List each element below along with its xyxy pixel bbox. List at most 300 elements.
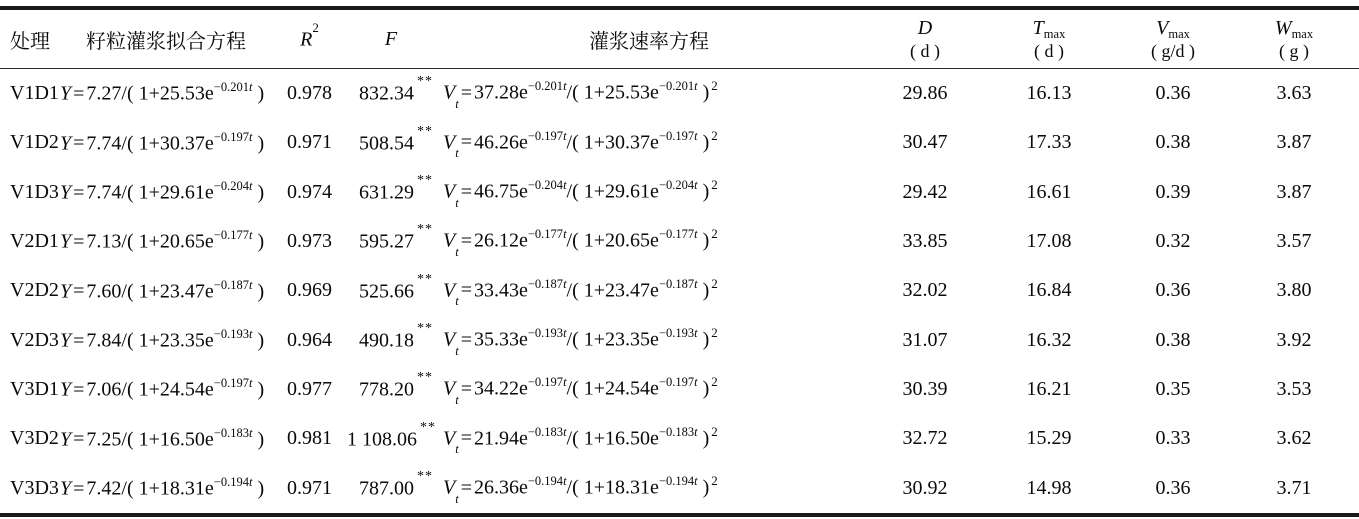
rate-exponent-k: −0.194	[658, 473, 695, 488]
r-squared-cell: 0.973	[287, 230, 332, 253]
t-symbol: t	[694, 128, 698, 143]
header-r-squared	[272, 20, 347, 52]
t-symbol: t	[694, 177, 698, 192]
fit-max-weight: 7.74	[86, 132, 122, 155]
fit-equation-cell	[60, 229, 272, 254]
f-value-cell	[347, 172, 435, 205]
fit-coefficient-b: 29.61	[159, 181, 205, 204]
equals-sign: =	[460, 81, 472, 104]
euler-e: e	[204, 378, 214, 401]
fraction-close: )	[252, 378, 265, 401]
wmax-cell: 3.87	[1276, 180, 1312, 203]
header-fit-equation: 籽粒灌浆拟合方程	[86, 30, 246, 53]
fit-max-weight: 7.84	[86, 329, 122, 352]
t-symbol: t	[694, 79, 698, 94]
t-symbol: t	[248, 376, 253, 391]
equals-sign: =	[73, 329, 85, 352]
equals-sign: =	[73, 428, 85, 451]
y-symbol: Y	[60, 329, 72, 352]
y-symbol: Y	[60, 428, 72, 451]
euler-e: e	[518, 377, 528, 400]
f-value-cell	[347, 123, 435, 156]
rate-exponent-k: −0.183	[527, 424, 564, 439]
t-symbol: t	[563, 276, 567, 291]
y-symbol: Y	[60, 378, 72, 401]
fit-coefficient-b: 30.37	[159, 132, 205, 155]
rate-coefficient-b: 23.47	[605, 279, 651, 302]
rate-coefficient-b: 25.53	[605, 81, 651, 104]
euler-e: e	[650, 427, 659, 450]
wmax-cell: 3.87	[1276, 131, 1312, 154]
treatment-cell: V1D3	[10, 180, 59, 203]
y-symbol: Y	[60, 477, 72, 500]
euler-e: e	[204, 428, 214, 451]
duration-cell: 30.39	[902, 378, 948, 401]
rate-coefficient-c: 35.33	[473, 328, 519, 351]
t-symbol: t	[694, 276, 698, 291]
equals-sign: =	[460, 279, 472, 302]
treatment-cell: V1D2	[10, 131, 59, 154]
rate-coefficient-c: 34.22	[473, 377, 519, 400]
fit-exponent-k: −0.201	[213, 80, 249, 95]
wmax-cell: 3.53	[1276, 378, 1312, 401]
euler-e: e	[204, 230, 214, 253]
fraction-open: /( 1+	[566, 328, 606, 351]
wmax-cell: 3.63	[1276, 82, 1312, 105]
wmax-symbol: W	[1274, 16, 1292, 39]
fraction-close: )	[697, 180, 710, 203]
wmax-cell: 3.92	[1276, 328, 1312, 351]
square-exponent: 2	[711, 226, 718, 242]
v-symbol: V	[443, 279, 456, 302]
rate-equation-cell	[435, 374, 863, 407]
fit-max-weight: 7.74	[86, 181, 122, 204]
wmax-cell: 3.57	[1276, 230, 1312, 253]
significance-asterisks: **	[420, 419, 436, 435]
tmax-cell: 16.84	[1026, 279, 1072, 302]
tmax-symbol: T	[1032, 16, 1044, 39]
rate-equation-cell	[435, 78, 863, 111]
square-exponent: 2	[711, 78, 718, 94]
fraction-close: )	[697, 476, 710, 499]
fraction-close: )	[697, 427, 710, 450]
r-squared-cell: 0.971	[287, 131, 332, 154]
equals-sign: =	[73, 181, 85, 204]
y-symbol: Y	[60, 181, 72, 204]
euler-e: e	[518, 427, 528, 450]
vt-subscript: t	[455, 343, 459, 358]
rate-equation-cell	[435, 226, 863, 259]
f-symbol: F	[384, 27, 398, 50]
vt-subscript: t	[455, 195, 459, 210]
fraction-open: /( 1+	[566, 427, 606, 450]
header-treatment: 处理	[10, 30, 50, 53]
table-row	[0, 365, 1359, 414]
rate-exponent-k: −0.204	[658, 177, 695, 192]
fit-coefficient-b: 20.65	[159, 230, 205, 253]
header-vmax	[1111, 17, 1235, 62]
fit-exponent-k: −0.204	[213, 178, 249, 193]
vmax-subscript: max	[1168, 26, 1190, 41]
rate-coefficient-c: 21.94	[473, 427, 519, 450]
rate-equation-cell	[435, 472, 863, 506]
vt-subscript: t	[455, 146, 459, 161]
vt-subscript: t	[455, 491, 459, 506]
t-symbol: t	[248, 178, 253, 193]
significance-asterisks: **	[417, 370, 433, 386]
f-value: 631.29	[359, 181, 414, 204]
fraction-close: )	[252, 280, 265, 303]
significance-asterisks: **	[417, 222, 433, 238]
fit-exponent-k: −0.187	[213, 277, 249, 292]
fit-equation-cell	[60, 476, 272, 501]
rate-equation-cell	[435, 324, 863, 358]
rate-equation-cell	[435, 423, 863, 457]
rate-coefficient-c: 33.43	[473, 279, 519, 302]
fit-equation-cell	[60, 328, 272, 353]
euler-e: e	[204, 82, 214, 105]
fraction-open: /( 1+	[121, 477, 160, 500]
header-tmax	[987, 17, 1111, 62]
t-symbol: t	[248, 425, 253, 440]
fit-max-weight: 7.25	[86, 428, 122, 451]
duration-cell: 31.07	[902, 328, 948, 351]
fraction-close: )	[252, 329, 265, 352]
t-symbol: t	[694, 375, 698, 390]
rate-exponent-k: −0.183	[658, 424, 695, 439]
fraction-open: /( 1+	[121, 132, 160, 155]
vt-subscript: t	[455, 96, 459, 111]
fraction-open: /( 1+	[566, 81, 606, 104]
f-value-cell	[347, 271, 435, 304]
vmax-cell: 0.36	[1155, 82, 1191, 105]
r-squared-cell: 0.971	[287, 476, 332, 499]
square-exponent: 2	[711, 423, 718, 439]
vt-subscript: t	[455, 294, 459, 309]
t-symbol: t	[563, 424, 567, 439]
table-row	[0, 118, 1359, 167]
treatment-cell: V3D1	[10, 378, 59, 401]
duration-cell: 32.02	[902, 279, 948, 302]
fit-exponent-k: −0.193	[213, 326, 249, 341]
fit-exponent-k: −0.194	[213, 474, 249, 489]
rate-coefficient-c: 26.12	[473, 229, 519, 252]
euler-e: e	[518, 328, 528, 351]
fraction-close: )	[697, 81, 710, 104]
significance-asterisks: **	[417, 123, 433, 139]
fraction-open: /( 1+	[566, 229, 606, 252]
duration-cell: 29.86	[902, 82, 948, 105]
treatment-cell: V1D1	[10, 82, 59, 105]
treatment-cell: V3D3	[10, 476, 59, 499]
euler-e: e	[650, 377, 659, 400]
table-row	[0, 316, 1359, 365]
tmax-cell: 15.29	[1026, 427, 1072, 450]
equals-sign: =	[460, 180, 472, 203]
f-value-cell	[347, 222, 435, 254]
rate-coefficient-c: 46.26	[473, 131, 519, 154]
f-value-cell	[347, 370, 435, 402]
table-body	[0, 69, 1359, 513]
t-symbol: t	[563, 473, 567, 488]
t-symbol: t	[694, 227, 698, 242]
r-squared-cell: 0.977	[287, 378, 332, 401]
rate-coefficient-b: 23.35	[605, 328, 651, 351]
fit-coefficient-b: 23.47	[159, 280, 205, 303]
r-symbol: R	[300, 28, 313, 51]
treatment-cell: V3D2	[10, 427, 59, 450]
significance-asterisks: **	[417, 172, 433, 188]
t-symbol: t	[563, 375, 567, 390]
vmax-cell: 0.36	[1155, 476, 1191, 499]
fraction-open: /( 1+	[566, 476, 606, 499]
equals-sign: =	[460, 229, 472, 252]
f-value: 832.34	[359, 82, 414, 105]
fit-coefficient-b: 18.31	[159, 477, 205, 500]
treatment-cell: V2D3	[10, 328, 59, 351]
vmax-cell: 0.32	[1155, 230, 1191, 253]
fit-max-weight: 7.27	[86, 82, 122, 105]
header-wmax	[1235, 17, 1353, 62]
equals-sign: =	[73, 132, 85, 155]
r-squared-cell: 0.969	[287, 279, 332, 302]
tmax-cell: 16.61	[1026, 180, 1072, 203]
equals-sign: =	[73, 230, 85, 253]
t-symbol: t	[694, 473, 698, 488]
fraction-close: )	[697, 279, 710, 302]
vmax-cell: 0.33	[1155, 427, 1191, 450]
square-exponent: 2	[711, 176, 718, 192]
equals-sign: =	[460, 427, 472, 450]
t-symbol: t	[563, 79, 567, 94]
equals-sign: =	[73, 280, 85, 303]
tmax-cell: 17.08	[1026, 230, 1072, 253]
equals-sign: =	[460, 328, 472, 351]
r-squared-cell: 0.978	[287, 82, 332, 105]
fit-equation-cell	[60, 377, 272, 402]
fit-coefficient-b: 23.35	[159, 329, 205, 352]
v-symbol: V	[443, 131, 456, 154]
fraction-close: )	[252, 82, 265, 105]
f-value: 490.18	[359, 329, 414, 352]
square-exponent: 2	[711, 324, 718, 340]
fraction-open: /( 1+	[566, 180, 606, 203]
fraction-open: /( 1+	[566, 279, 606, 302]
euler-e: e	[518, 279, 528, 302]
rate-exponent-k: −0.197	[527, 128, 564, 143]
rate-coefficient-b: 30.37	[605, 131, 651, 154]
vmax-unit: ( g/d )	[1151, 40, 1195, 61]
significance-asterisks: **	[417, 74, 433, 90]
euler-e: e	[204, 329, 214, 352]
header-duration	[863, 17, 987, 62]
significance-asterisks: **	[417, 468, 433, 484]
rate-exponent-k: −0.193	[527, 325, 564, 340]
treatment-cell: V2D1	[10, 230, 59, 253]
fit-exponent-k: −0.197	[213, 129, 249, 144]
wmax-cell: 3.62	[1276, 427, 1312, 450]
r-squared-cell: 0.981	[287, 427, 332, 450]
table-header-row	[0, 10, 1359, 68]
t-symbol: t	[248, 80, 253, 95]
d-unit: ( d )	[910, 40, 940, 61]
euler-e: e	[204, 181, 214, 204]
fraction-close: )	[697, 328, 710, 351]
t-symbol: t	[563, 325, 567, 340]
y-symbol: Y	[60, 280, 72, 303]
euler-e: e	[650, 328, 659, 351]
fit-equation-cell	[60, 279, 272, 304]
square-exponent: 2	[711, 275, 718, 291]
euler-e: e	[650, 229, 659, 252]
equals-sign: =	[460, 377, 472, 400]
f-value: 525.66	[359, 280, 414, 303]
euler-e: e	[518, 476, 528, 499]
header-f-value	[347, 28, 435, 51]
square-exponent: 2	[711, 472, 718, 488]
rate-exponent-k: −0.177	[658, 227, 695, 242]
vmax-symbol: V	[1156, 16, 1169, 39]
v-symbol: V	[443, 229, 456, 252]
rate-coefficient-b: 20.65	[605, 229, 651, 252]
fraction-close: )	[697, 229, 710, 252]
vmax-cell: 0.39	[1155, 180, 1191, 203]
vmax-cell: 0.35	[1155, 378, 1191, 401]
tmax-cell: 16.13	[1026, 82, 1072, 105]
table-row	[0, 168, 1359, 217]
rate-equation-cell	[435, 275, 863, 309]
rate-coefficient-b: 18.31	[605, 476, 651, 499]
euler-e: e	[204, 280, 214, 303]
fraction-open: /( 1+	[566, 377, 606, 400]
v-symbol: V	[443, 427, 456, 450]
fraction-close: )	[252, 132, 265, 155]
v-symbol: V	[443, 476, 456, 499]
table-row	[0, 266, 1359, 315]
vt-subscript: t	[455, 244, 459, 259]
rate-coefficient-b: 16.50	[605, 427, 651, 450]
t-symbol: t	[563, 128, 567, 143]
equals-sign: =	[73, 378, 85, 401]
f-value-cell	[347, 419, 436, 452]
significance-asterisks: **	[417, 271, 433, 287]
rate-equation-cell	[435, 127, 863, 161]
vt-subscript: t	[455, 442, 459, 457]
fraction-close: )	[697, 377, 710, 400]
t-symbol: t	[694, 424, 698, 439]
euler-e: e	[518, 131, 528, 154]
fraction-close: )	[252, 477, 265, 500]
fit-max-weight: 7.13	[86, 230, 122, 253]
duration-cell: 29.42	[902, 180, 948, 203]
t-symbol: t	[248, 326, 253, 341]
rate-coefficient-c: 26.36	[473, 476, 519, 499]
f-value: 778.20	[359, 378, 414, 401]
f-value-cell	[347, 468, 435, 501]
fraction-open: /( 1+	[121, 329, 160, 352]
euler-e: e	[650, 180, 659, 203]
wmax-unit: ( g )	[1279, 40, 1309, 61]
f-value: 595.27	[359, 230, 414, 253]
r-squared-cell: 0.974	[287, 180, 332, 203]
y-symbol: Y	[60, 132, 72, 155]
duration-cell: 30.92	[902, 476, 948, 499]
rate-exponent-k: −0.201	[658, 79, 695, 94]
vt-subscript: t	[455, 392, 459, 407]
fraction-close: )	[252, 230, 265, 253]
tmax-cell: 16.21	[1026, 378, 1072, 401]
rate-exponent-k: −0.197	[527, 375, 564, 390]
fit-coefficient-b: 16.50	[159, 428, 205, 451]
fraction-close: )	[252, 181, 265, 204]
rate-exponent-k: −0.177	[527, 227, 564, 242]
fit-exponent-k: −0.197	[213, 376, 249, 391]
f-value: 1 108.06	[347, 428, 417, 451]
d-symbol: D	[917, 16, 933, 39]
vmax-cell: 0.36	[1155, 279, 1191, 302]
wmax-cell: 3.80	[1276, 279, 1312, 302]
rate-exponent-k: −0.204	[527, 177, 564, 192]
equals-sign: =	[460, 476, 472, 499]
v-symbol: V	[443, 81, 456, 104]
f-value: 787.00	[359, 477, 414, 500]
square-exponent: 2	[711, 127, 718, 143]
rate-equation-cell	[435, 176, 863, 210]
duration-cell: 32.72	[902, 427, 948, 450]
fit-equation-cell	[60, 180, 272, 205]
fraction-open: /( 1+	[121, 280, 160, 303]
wmax-subscript: max	[1291, 26, 1314, 41]
f-value-cell	[347, 74, 435, 106]
equals-sign: =	[460, 131, 472, 154]
rate-exponent-k: −0.194	[527, 473, 564, 488]
y-symbol: Y	[60, 82, 72, 105]
v-symbol: V	[443, 377, 456, 400]
equals-sign: =	[73, 477, 85, 500]
fit-exponent-k: −0.177	[213, 228, 249, 243]
t-symbol: t	[563, 177, 567, 192]
t-symbol: t	[563, 227, 567, 242]
euler-e: e	[518, 229, 528, 252]
fraction-open: /( 1+	[121, 378, 160, 401]
treatment-cell: V2D2	[10, 279, 59, 302]
fit-max-weight: 7.06	[86, 378, 122, 401]
f-value-cell	[347, 320, 435, 353]
table-row	[0, 217, 1359, 266]
v-symbol: V	[443, 180, 456, 203]
euler-e: e	[650, 279, 659, 302]
fit-max-weight: 7.60	[86, 280, 122, 303]
euler-e: e	[650, 476, 659, 499]
table-row	[0, 414, 1359, 463]
t-symbol: t	[248, 129, 253, 144]
fit-coefficient-b: 24.54	[159, 378, 205, 401]
t-symbol: t	[248, 277, 253, 292]
fraction-open: /( 1+	[566, 131, 606, 154]
euler-e: e	[650, 131, 659, 154]
tmax-cell: 14.98	[1026, 476, 1072, 499]
r-squared-cell: 0.964	[287, 328, 332, 351]
wmax-cell: 3.71	[1276, 476, 1312, 499]
fraction-open: /( 1+	[121, 181, 160, 204]
fit-exponent-k: −0.183	[213, 425, 249, 440]
tmax-cell: 17.33	[1026, 131, 1072, 154]
rate-coefficient-b: 24.54	[605, 377, 651, 400]
vmax-cell: 0.38	[1155, 328, 1191, 351]
duration-cell: 30.47	[902, 131, 948, 154]
rate-exponent-k: −0.187	[658, 276, 695, 291]
fit-max-weight: 7.42	[86, 477, 122, 500]
